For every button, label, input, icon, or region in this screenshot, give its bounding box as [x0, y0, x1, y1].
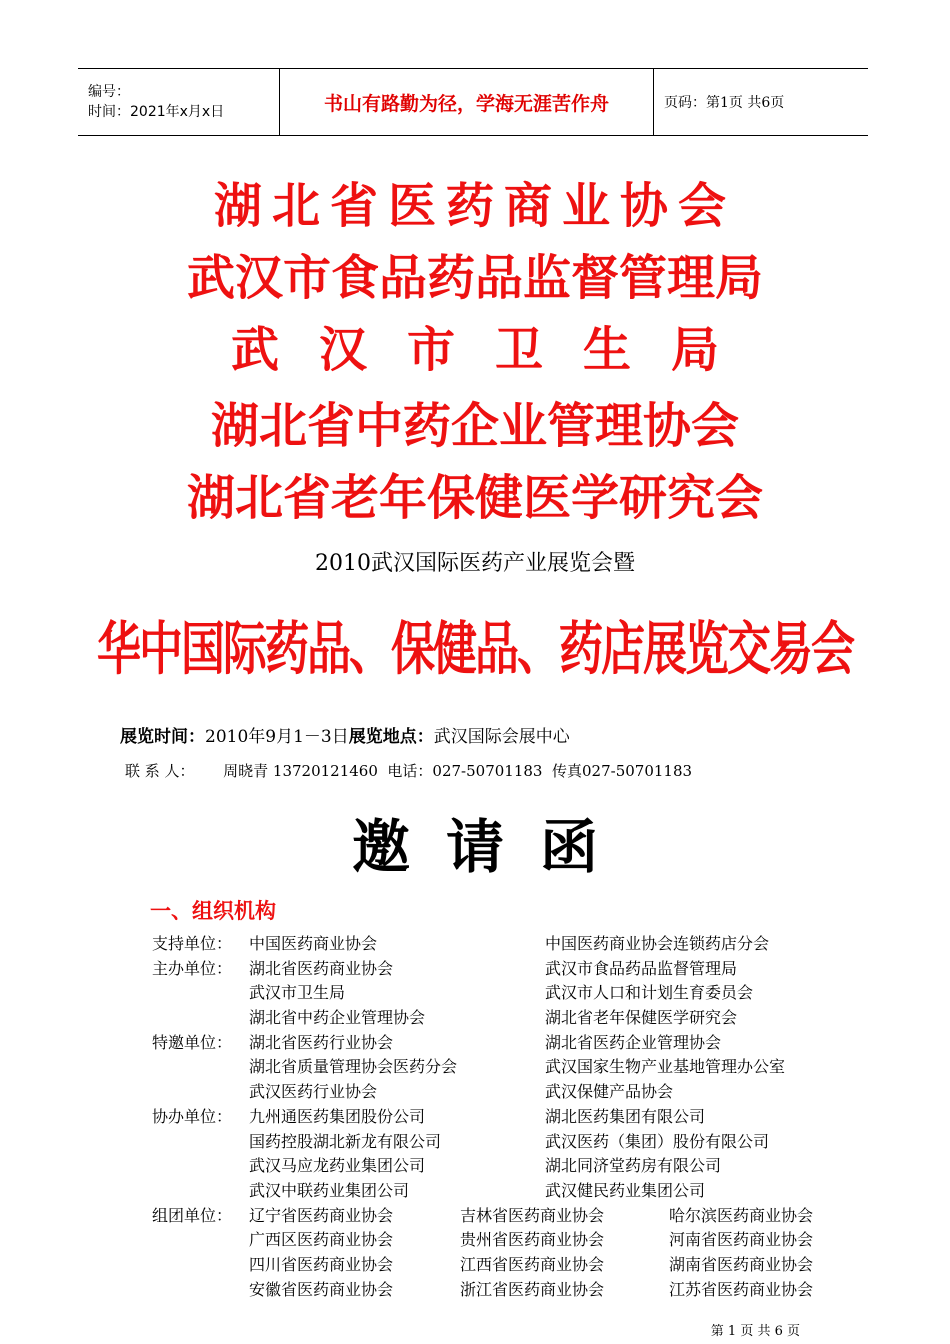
expo-time-label: 展览时间： — [120, 727, 205, 747]
invitation-title: 邀请函 — [351, 813, 634, 881]
org-name: 武汉市食品药品监督管理局 — [545, 958, 738, 978]
org-name: 湖北省质量管理协会医药分会 — [249, 1057, 458, 1077]
org-name: 武汉市人口和计划生育委员会 — [545, 983, 754, 1003]
org-name: 九州通医药集团股份公司 — [249, 1106, 426, 1126]
expo-title: 华中国际药品、保健品、药店展览交易会 — [97, 616, 853, 683]
org-name: 浙江省医药商业协会 — [460, 1279, 605, 1299]
org-name: 贵州省医药商业协会 — [460, 1230, 605, 1250]
page-info-text: 页码：第1页 共6页 — [664, 95, 785, 111]
org-name: 武汉健民药业集团公司 — [545, 1180, 706, 1200]
org-name: 国药控股湖北新龙有限公司 — [249, 1131, 442, 1151]
role-label: 支持单位： — [152, 934, 233, 953]
role-label: 协办单位： — [152, 1106, 233, 1126]
org-name: 武汉中联药业集团公司 — [249, 1180, 410, 1200]
org-name: 广西区医药商业协会 — [249, 1230, 394, 1250]
organizer-3: 武汉市卫生局 — [230, 322, 759, 378]
org-name: 四川省医药商业协会 — [249, 1254, 394, 1274]
expo-place-label: 展览地点： — [348, 727, 434, 747]
section-organization-title: 一、组织机构 — [150, 899, 276, 923]
org-name: 武汉市卫生局 — [249, 983, 346, 1003]
org-name: 湖北同济堂药房有限公司 — [545, 1156, 722, 1176]
org-name: 武汉保健产品协会 — [545, 1082, 674, 1102]
org-name: 河南省医药商业协会 — [669, 1230, 814, 1250]
time-label: 时间：2021年x月x日 — [88, 104, 225, 120]
org-name: 武汉医药（集团）股份有限公司 — [545, 1131, 770, 1151]
org-name: 湖北省中药企业管理协会 — [249, 1008, 426, 1028]
org-name: 中国医药商业协会 — [249, 934, 378, 953]
page-header — [78, 68, 868, 136]
org-name: 安徽省医药商业协会 — [249, 1279, 394, 1299]
org-name: 武汉国家生物产业基地管理办公室 — [545, 1057, 786, 1077]
expo-time-value: 2010年9月1－3日 — [205, 727, 349, 747]
org-name: 武汉马应龙药业集团公司 — [249, 1156, 426, 1176]
org-name: 湖北医药集团有限公司 — [545, 1106, 706, 1126]
header-meta — [78, 69, 280, 135]
org-name: 江苏省医药商业协会 — [669, 1279, 814, 1299]
org-name: 湖北省老年保健医学研究会 — [545, 1008, 738, 1028]
contact-line: 联 系 人： 周晓青 13720121460 电话：027-50701183 传真027-50701183 — [125, 762, 693, 780]
org-name: 湖北省医药行业协会 — [249, 1032, 394, 1052]
organizer-4: 湖北省中药企业管理协会 — [210, 398, 739, 454]
org-name: 武汉医药行业协会 — [249, 1082, 378, 1102]
expo-subtitle: 2010武汉国际医药产业展览会暨 — [315, 551, 635, 576]
role-label: 组团单位： — [152, 1205, 233, 1225]
role-label: 主办单位： — [152, 958, 233, 978]
org-name: 湖北省医药企业管理协会 — [545, 1032, 722, 1052]
expo-info — [120, 722, 570, 747]
org-name: 哈尔滨医药商业协会 — [669, 1205, 814, 1225]
org-name: 湖北省医药商业协会 — [249, 958, 394, 978]
org-name: 吉林省医药商业协会 — [460, 1205, 605, 1225]
page-footer: 第 1 页 共 6 页 — [710, 1324, 800, 1339]
motto-text: 书山有路勤为径，学海无涯苦作舟 — [323, 92, 609, 115]
expo-place-value: 武汉国际会展中心 — [433, 727, 570, 747]
header-page-info — [654, 69, 868, 135]
organizer-5: 湖北省老年保健医学研究会 — [186, 470, 763, 526]
organizer-1: 湖北省医药商业协会 — [213, 178, 736, 234]
org-name: 中国医药商业协会连锁药店分会 — [545, 934, 770, 953]
org-name: 辽宁省医药商业协会 — [249, 1205, 394, 1225]
header-motto — [280, 69, 654, 135]
role-label: 特邀单位： — [152, 1032, 233, 1052]
org-name: 湖南省医药商业协会 — [669, 1254, 814, 1274]
serial-label: 编号： — [88, 84, 130, 100]
organizer-2: 武汉市食品药品监督管理局 — [186, 250, 763, 306]
org-name: 江西省医药商业协会 — [460, 1254, 605, 1274]
